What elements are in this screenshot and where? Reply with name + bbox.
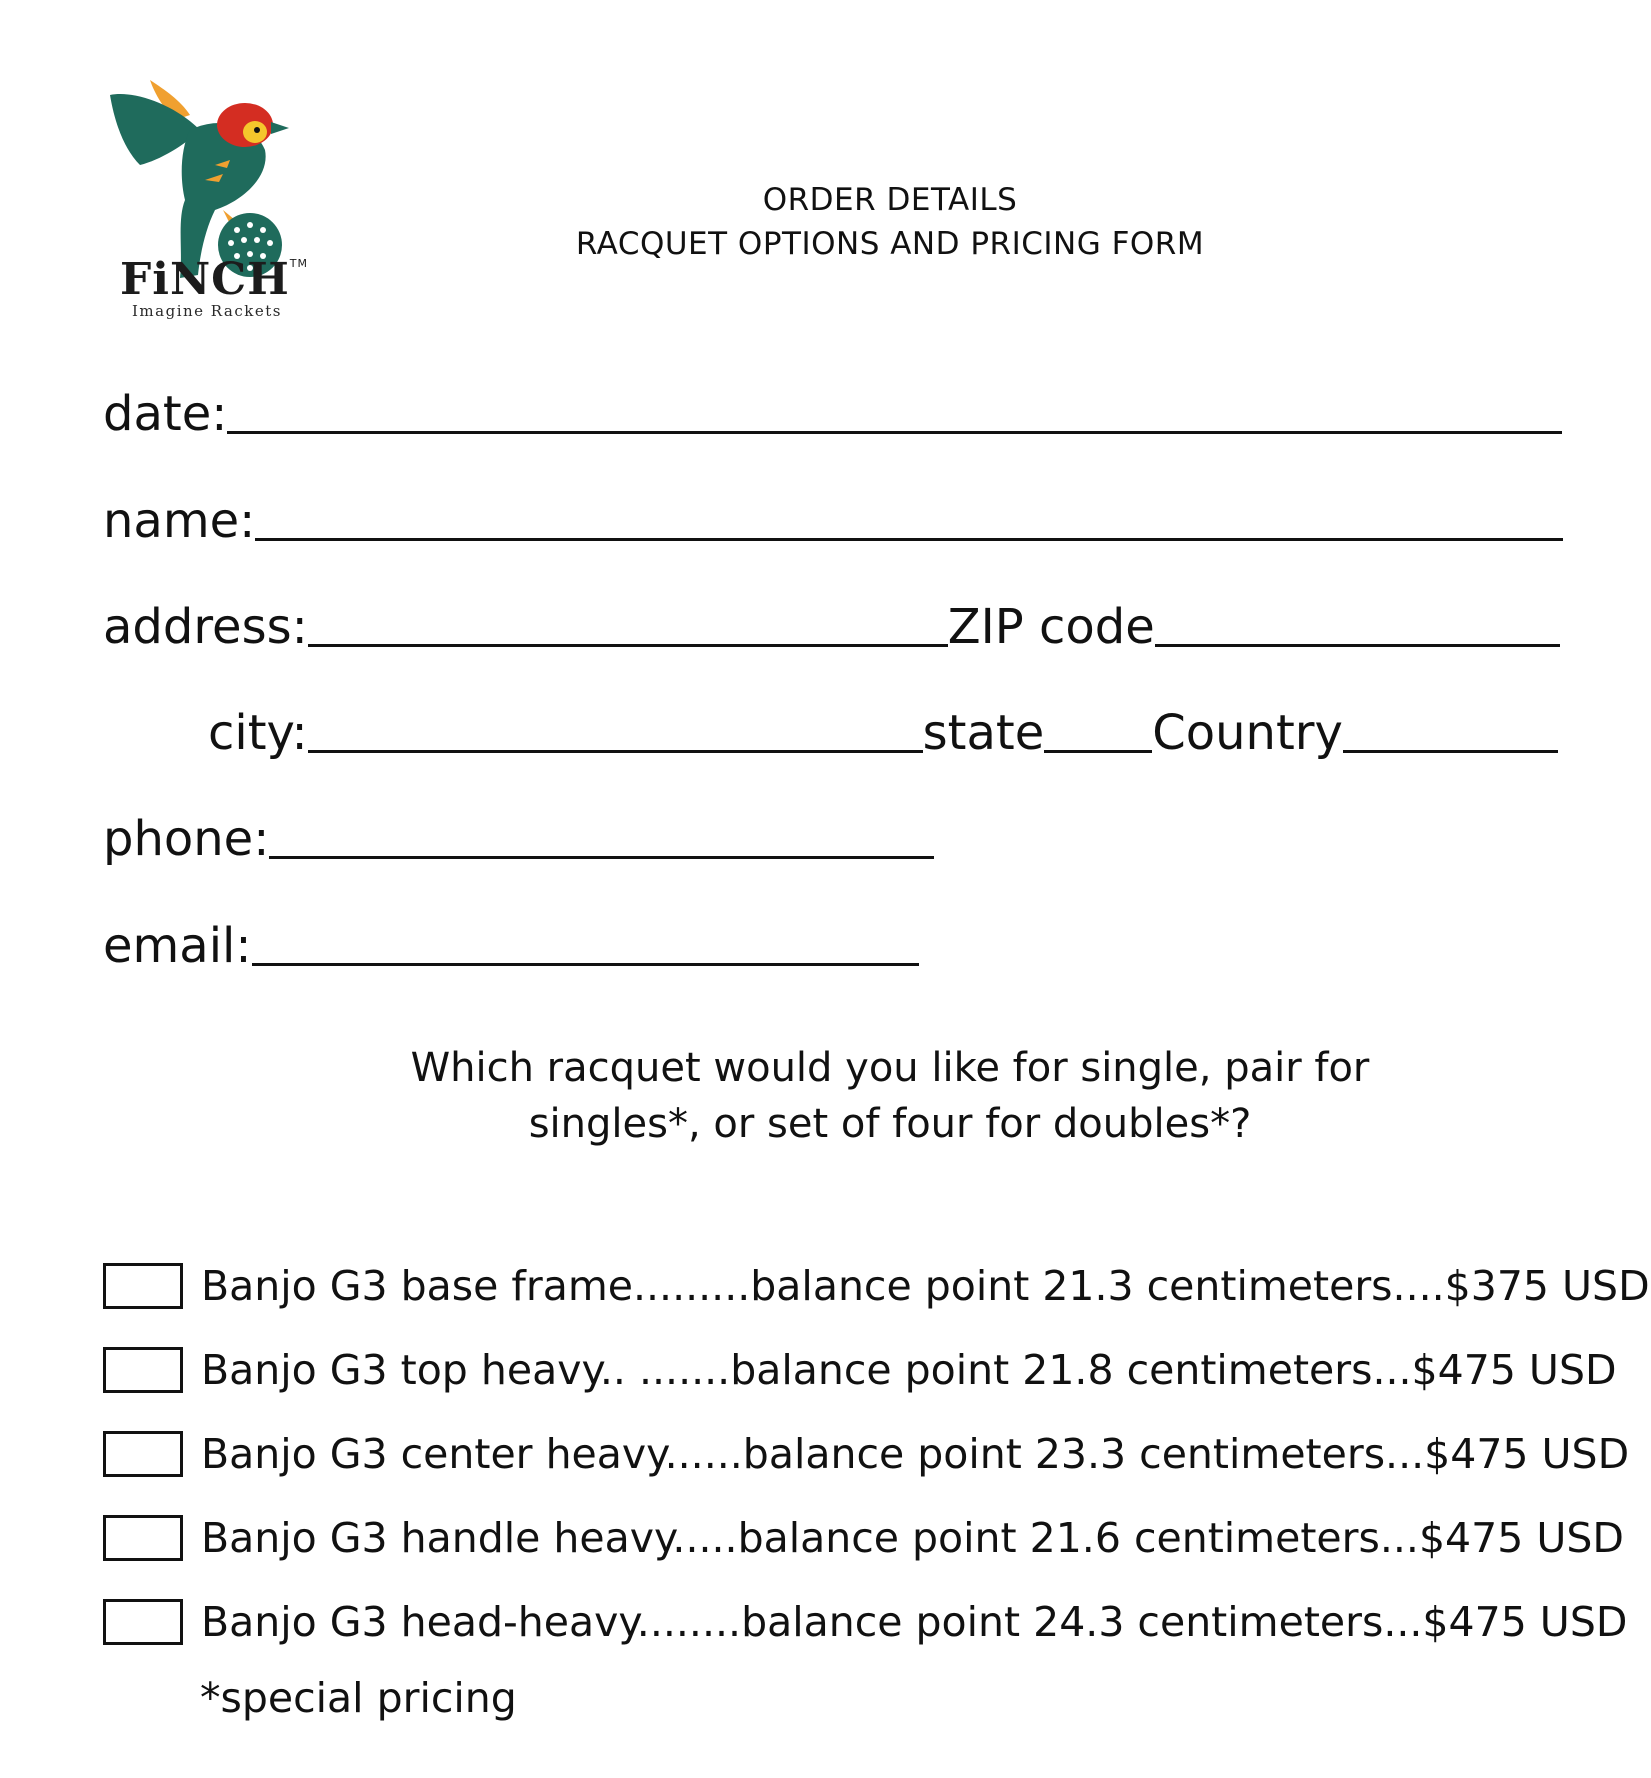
- state-label: state: [922, 705, 1045, 761]
- option-row: [103, 1430, 1629, 1478]
- address-label: address:: [103, 599, 308, 655]
- zip-label: ZIP code: [947, 599, 1155, 655]
- racquet-question: [340, 1040, 1440, 1152]
- brand-tagline: Imagine Rackets: [132, 302, 282, 320]
- option-label: Banjo G3 center heavy......balance point 23.3 centimeters...$475 USD: [201, 1430, 1630, 1478]
- phone-input-line[interactable]: [269, 856, 934, 859]
- option-label: Banjo G3 handle heavy.....balance point 21.6 centimeters...$475 USD: [201, 1514, 1624, 1562]
- question-line-2: singles*, or set of four for doubles*?: [528, 1101, 1252, 1147]
- zip-input-line[interactable]: [1155, 644, 1560, 647]
- city-input-line[interactable]: [308, 750, 923, 753]
- email-input-line[interactable]: [252, 963, 919, 966]
- option-row: [103, 1262, 1650, 1310]
- option-label: Banjo G3 top heavy.. .......balance point 21.8 centimeters...$475 USD: [201, 1346, 1617, 1394]
- option-checkbox[interactable]: [103, 1263, 183, 1309]
- name-field: [103, 493, 1563, 549]
- option-row: [103, 1346, 1617, 1394]
- option-checkbox[interactable]: [103, 1599, 183, 1645]
- option-checkbox[interactable]: [103, 1515, 183, 1561]
- country-input-line[interactable]: [1343, 750, 1558, 753]
- option-label: Banjo G3 head-heavy........balance point 24.3 centimeters...$475 USD: [201, 1598, 1628, 1646]
- date-field: [103, 386, 1562, 442]
- date-label: date:: [103, 386, 228, 442]
- question-line-1: Which racquet would you like for single, pair for: [410, 1045, 1370, 1091]
- address-field: [103, 599, 1560, 655]
- phone-label: phone:: [103, 811, 270, 867]
- header-title: ORDER DETAILS: [762, 182, 1018, 218]
- city-field: [208, 705, 1558, 761]
- phone-field: [103, 811, 934, 867]
- option-row: [103, 1514, 1624, 1562]
- header-subtitle: RACQUET OPTIONS AND PRICING FORM: [575, 226, 1205, 262]
- option-checkbox[interactable]: [103, 1347, 183, 1393]
- form-header: [470, 178, 1310, 266]
- email-label: email:: [103, 918, 252, 974]
- address-input-line[interactable]: [308, 644, 948, 647]
- country-label: Country: [1152, 705, 1343, 761]
- state-input-line[interactable]: [1044, 750, 1152, 753]
- option-checkbox[interactable]: [103, 1431, 183, 1477]
- email-field: [103, 918, 919, 974]
- city-label: city:: [208, 705, 308, 761]
- brand-wordmark: FiNCH™: [120, 254, 308, 305]
- special-pricing-footnote: *special pricing: [200, 1674, 517, 1722]
- trademark-mark: TM: [289, 257, 308, 270]
- option-label: Banjo G3 base frame.........balance point 21.3 centimeters....$375 USD: [201, 1262, 1650, 1310]
- option-row: [103, 1598, 1627, 1646]
- name-input-line[interactable]: [255, 538, 1563, 541]
- name-label: name:: [103, 493, 256, 549]
- date-input-line[interactable]: [227, 431, 1562, 434]
